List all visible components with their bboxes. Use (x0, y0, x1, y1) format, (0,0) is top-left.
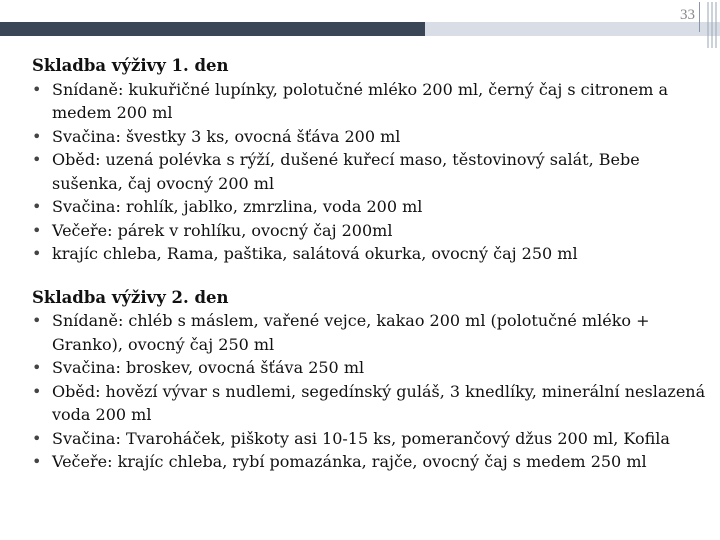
meal-list (32, 78, 712, 266)
slide-number: 33 (650, 2, 700, 32)
list-item: • Svačina: broskev, ovocná šťáva 250 ml (32, 356, 712, 380)
list-item: • krajíc chleba, Rama, paštika, salátová okurka, ovocný čaj 250 ml (32, 242, 712, 266)
meal-list (32, 309, 712, 474)
section-title: Skladba výživy 2. den (32, 287, 229, 307)
list-item: • Večeře: krajíc chleba, rybí pomazánka, rajče, ovocný čaj s medem 250 ml (32, 450, 712, 474)
header-accent-bar (0, 22, 425, 36)
section-day-1 (32, 54, 712, 266)
slide-content (32, 54, 712, 474)
list-item: • Oběd: hovězí vývar s nudlemi, segedínský guláš, 3 knedlíky, minerální neslazená voda 200 ml (32, 380, 712, 427)
section-day-2 (32, 286, 712, 474)
list-item: • Svačina: švestky 3 ks, ovocná šťáva 200 ml (32, 125, 712, 149)
section-title: Skladba výživy 1. den (32, 56, 229, 75)
list-item: • Snídaně: kukuřičné lupínky, polotučné mléko 200 ml, černý čaj s citronem a medem 200 ml (32, 78, 712, 125)
slide-header-bar (0, 0, 720, 36)
list-item: • Svačina: rohlík, jablko, zmrzlina, voda 200 ml (32, 195, 712, 219)
list-item: • Oběd: uzená polévka s rýží, dušené kuřecí maso, těstovinový salát, Bebe sušenka, čaj ovocný 200 ml (32, 148, 712, 195)
list-item: • Večeře: párek v rohlíku, ovocný čaj 200ml (32, 219, 712, 243)
decorative-lines-icon (706, 2, 720, 48)
list-item: • Snídaně: chléb s máslem, vařené vejce, kakao 200 ml (polotučné mléko + Granko), ovocný čaj 250 ml (32, 309, 712, 356)
list-item: • Svačina: Tvaroháček, piškoty asi 10-15 ks, pomerančový džus 200 ml, Kofila (32, 427, 712, 451)
